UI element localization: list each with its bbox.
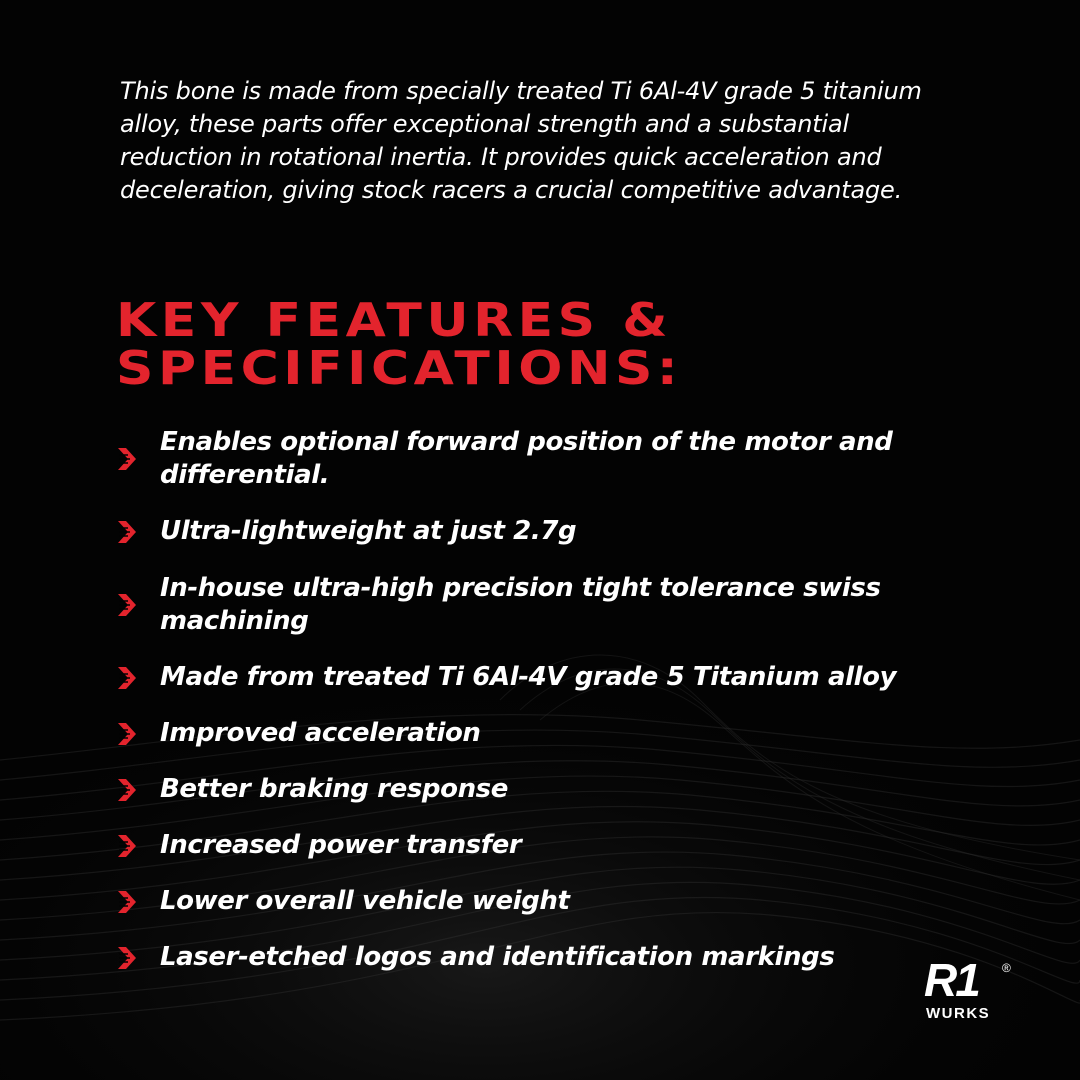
feature-text: Laser-etched logos and identification markings bbox=[160, 942, 835, 972]
chevron-right-icon bbox=[116, 447, 138, 471]
feature-item bbox=[116, 885, 946, 918]
chevron-right-icon bbox=[116, 722, 138, 746]
feature-item bbox=[116, 515, 946, 548]
logo-mark: R1 bbox=[924, 958, 979, 1006]
feature-item bbox=[116, 572, 946, 638]
chevron-right-icon bbox=[116, 520, 138, 544]
features-heading-line-1: KEY FEATURES & bbox=[116, 293, 673, 347]
chevron-right-icon bbox=[116, 666, 138, 690]
registered-mark: ® bbox=[1002, 961, 1011, 975]
chevron-right-icon bbox=[116, 834, 138, 858]
feature-item bbox=[116, 426, 946, 492]
feature-text: Made from treated Ti 6Al-4V grade 5 Titanium alloy bbox=[160, 662, 897, 692]
feature-text: Better braking response bbox=[160, 774, 508, 804]
chevron-right-icon bbox=[116, 946, 138, 970]
feature-text: Lower overall vehicle weight bbox=[160, 886, 570, 916]
feature-item bbox=[116, 773, 946, 806]
chevron-right-icon bbox=[116, 890, 138, 914]
feature-item bbox=[116, 717, 946, 750]
chevron-right-icon bbox=[116, 778, 138, 802]
feature-text: Ultra-lightweight at just 2.7g bbox=[160, 516, 577, 546]
logo-subtitle: WURKS bbox=[926, 1005, 991, 1022]
features-list bbox=[116, 0, 946, 1080]
feature-item bbox=[116, 829, 946, 862]
features-heading-line-2: SPECIFICATIONS: bbox=[116, 341, 683, 395]
feature-text: Increased power transfer bbox=[160, 830, 522, 860]
feature-text: Improved acceleration bbox=[160, 718, 481, 748]
feature-item bbox=[116, 661, 946, 694]
r1-wurks-logo bbox=[922, 958, 1032, 1022]
feature-text: In-house ultra-high precision tight tolerance swiss machining bbox=[160, 573, 881, 636]
chevron-right-icon bbox=[116, 593, 138, 617]
product-description: This bone is made from specially treated Ti 6Al-4V grade 5 titanium alloy, these parts offer exceptional strength and a substantial reduction in rotational inertia. It provides quick acceleration and deceleration, giving stock racers a crucial competitive advantage. bbox=[120, 77, 922, 204]
feature-text: Enables optional forward position of the motor and differential. bbox=[160, 427, 893, 490]
feature-item bbox=[116, 941, 946, 974]
